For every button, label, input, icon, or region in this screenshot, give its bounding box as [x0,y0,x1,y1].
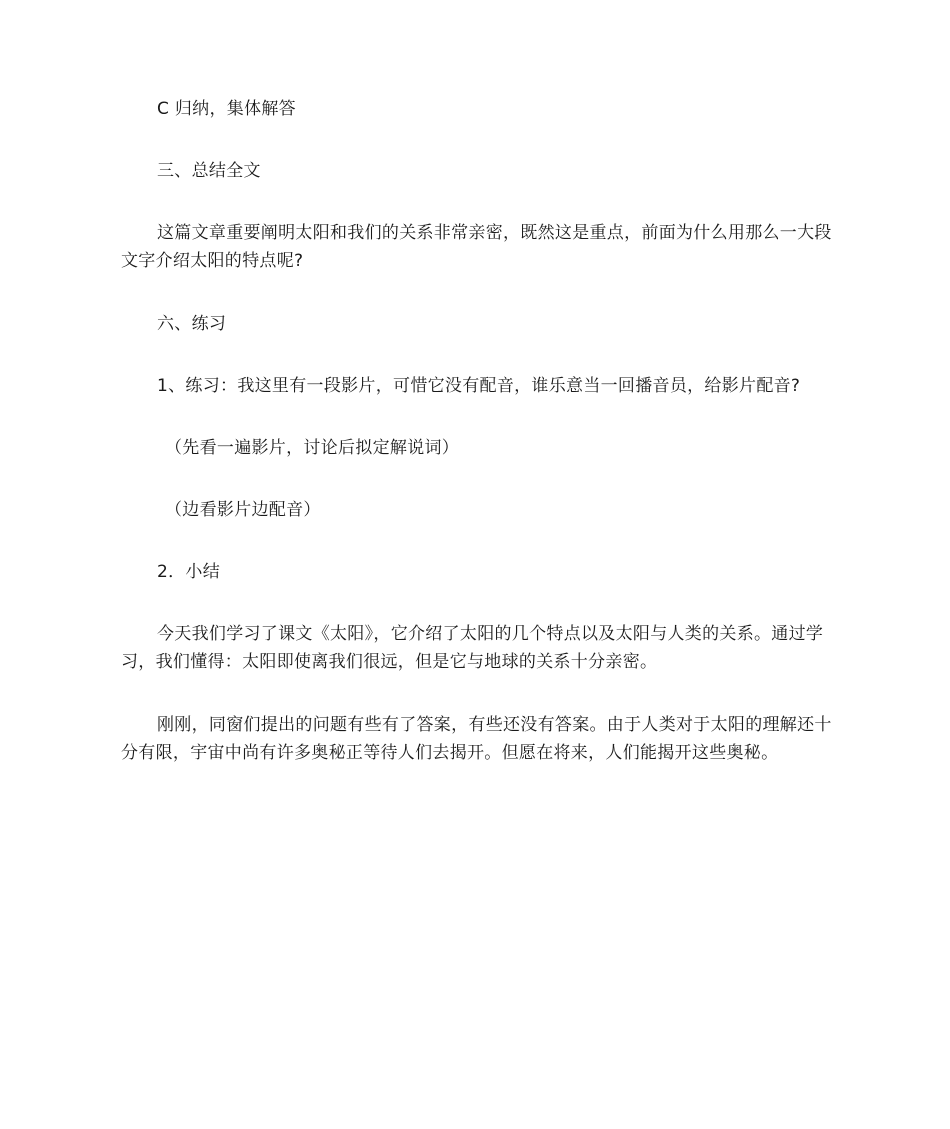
summary-question-paragraph: 这篇文章重要阐明太阳和我们的关系非常亲密，既然这是重点，前面为什么用那么一大段文字介绍太阳的特点呢? [121,223,832,271]
closing-paragraph: 刚刚，同窗们提出的问题有些有了答案，有些还没有答案。由于人类对于太阳的理解还十分有限，宇宙中尚有许多奥秘正等待人们去揭开。但愿在将来，人们能揭开这些奥秘。 [121,715,832,763]
exercise-note-preview: （先看一遍影片，讨论后拟定解说词） [165,438,460,458]
section-6-heading: 六、练习 [157,314,227,334]
exercise-1-paragraph: 1、练习：我这里有一段影片，可惜它没有配音，谁乐意当一回播音员，给影片配音? [157,376,801,396]
lesson-summary-paragraph: 今天我们学习了课文《太阳》，它介绍了太阳的几个特点以及太阳与人类的关系。通过学习，我们懂得：太阳即使离我们很远，但是它与地球的关系十分亲密。 [121,624,824,672]
step-c-summary: C 归纳，集体解答 [157,99,296,119]
section-2-summary-heading: 2．小结 [157,562,221,582]
exercise-note-dubbing: （边看影片边配音） [165,500,321,520]
section-3-heading: 三、总结全文 [157,161,261,181]
